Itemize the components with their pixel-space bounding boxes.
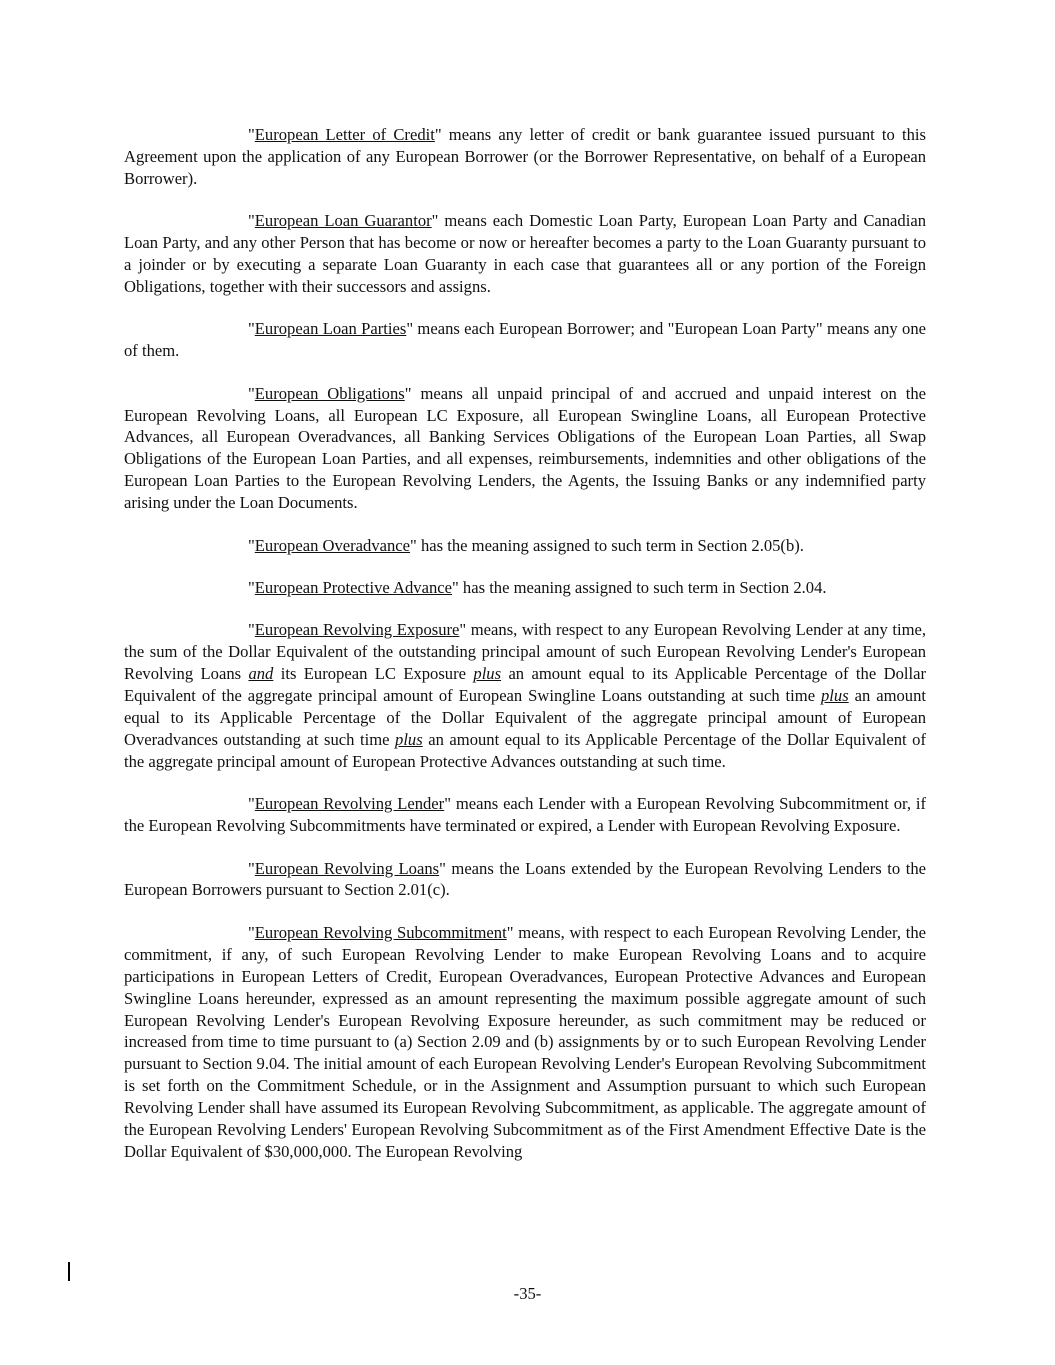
defined-term: European Revolving Subcommitment (254, 922, 507, 942)
emphasis-plus: plus (395, 729, 423, 749)
definition-text: an amount equal to its Applicable Percentage of the Dollar Equivalent of the aggregate principal amount of European Swingline Loans outstanding at such time (124, 664, 926, 706)
defined-term: European Protective Advance (254, 578, 452, 597)
open-quote: " (248, 794, 255, 814)
defined-term: European Letter of Credit (254, 125, 435, 144)
open-quote: " (248, 319, 255, 339)
open-quote: " (248, 211, 255, 231)
defined-term: European Revolving Loans (254, 858, 440, 878)
definition-european-revolving-lender (124, 793, 926, 837)
emphasis-and: and (248, 664, 274, 684)
definition-text: " means each Lender with a European Revolving Subcommitment or, if the European Revolving Subcommitments have terminated or expired, a Lender with European Revolving Exposure. (124, 794, 926, 836)
defined-term: European Loan Guarantor (254, 211, 432, 231)
definition-text: an amount equal to its Applicable Percentage of the Dollar Equivalent of the aggregate principal amount of European Protective Advances outstanding at such time. (124, 729, 926, 771)
emphasis-plus: plus (821, 686, 849, 706)
defined-term: European Revolving Exposure (254, 620, 460, 640)
definition-text: " has the meaning assigned to such term in Section 2.04. (452, 578, 827, 597)
defined-term: European Loan Parties (254, 319, 407, 339)
definition-text: " means each Domestic Loan Party, European Loan Party and Canadian Loan Party, and any other Person that has become or now or hereafter becomes a party to the Loan Guaranty pursuant to a joinder or by executing a separate Loan Guaranty in each case that guarantees all or any portion of the Foreign Obligations, together with their successors and assigns. (124, 211, 926, 296)
open-quote: " (248, 535, 255, 555)
revision-change-bar (68, 1262, 70, 1281)
definition-european-overadvance (124, 535, 926, 557)
page-number: -35- (513, 1284, 542, 1303)
definition-text: " means the Loans extended by the European Revolving Lenders to the European Borrowers pursuant to Section 2.01(c). (124, 858, 926, 900)
open-quote: " (248, 922, 255, 942)
defined-term: European Revolving Lender (254, 794, 445, 814)
definition-text: " means each European Borrower; and "European Loan Party" means any one of them. (124, 319, 926, 361)
definition-european-obligations (124, 383, 926, 514)
definition-european-protective-advance (124, 577, 926, 599)
definition-text: an amount equal to its Applicable Percentage of the Dollar Equivalent of the aggregate principal amount of European Overadvances outstanding at such time (124, 686, 926, 749)
definition-european-loan-guarantor (124, 210, 926, 298)
document-page (124, 124, 926, 1163)
definition-text: " means, with respect to any European Revolving Lender at any time, the sum of the Dollar Equivalent of the outstanding principal amount of such European Revolving Lender's European Revolving Loans (124, 620, 926, 684)
definition-text: " has the meaning assigned to such term in Section 2.05(b). (410, 535, 804, 555)
definition-european-revolving-loans (124, 858, 926, 902)
defined-term: European Overadvance (254, 535, 411, 555)
definition-text: its European LC Exposure (273, 664, 474, 684)
definition-text: " means all unpaid principal of and accrued and unpaid interest on the European Revolving Loans, all European LC Exposure, all European Swingline Loans, all European Protective Advances, all European Overadvances, all Banking Services Obligations of the European Loan Parties, all Swap Obligations of the European Loan Parties, and all expenses, reimbursements, indemnities and other obligations of the European Loan Parties to the European Revolving Lenders, the Agents, the Issuing Banks or any indemnified party arising under the Loan Documents. (124, 383, 926, 513)
definition-european-revolving-subcommitment (124, 922, 926, 1163)
definition-european-letter-of-credit (124, 124, 926, 190)
open-quote: " (248, 858, 255, 878)
open-quote: " (248, 578, 255, 597)
definition-european-revolving-exposure (124, 619, 926, 772)
definition-text: " means, with respect to each European Revolving Lender, the commitment, if any, of such European Revolving Lender to make European Revolving Loans and to acquire participations in European Letters of Credit, European Overadvances, European Protective Advances and European Swingline Loans hereunder, expressed as an amount representing the maximum possible aggregate amount of such European Revolving Lender's European Revolving Exposure hereunder, as such commitment may be reduced or increased from time to time pursuant to (a) Section 2.09 and (b) assignments by or to such European Revolving Lender pursuant to Section 9.04. The initial amount of each European Revolving Lender's European Revolving Subcommitment is set forth on the Commitment Schedule, or in the Assignment and Assumption pursuant to which such European Revolving Lender shall have assumed its European Revolving Subcommitment, as applicable. The aggregate amount of the European Revolving Lenders' European Revolving Subcommitment as of the First Amendment Effective Date is the Dollar Equivalent of $30,000,000. The European Revolving (124, 922, 926, 1161)
definition-european-loan-parties (124, 318, 926, 362)
open-quote: " (248, 383, 255, 403)
emphasis-plus: plus (473, 664, 502, 684)
definition-text: " means any letter of credit or bank guarantee issued pursuant to this Agreement upon the application of any European Borrower (or the Borrower Representative, on behalf of a European Borrower). (124, 125, 926, 188)
open-quote: " (248, 125, 255, 144)
open-quote: " (248, 620, 255, 640)
defined-term: European Obligations (254, 383, 405, 403)
